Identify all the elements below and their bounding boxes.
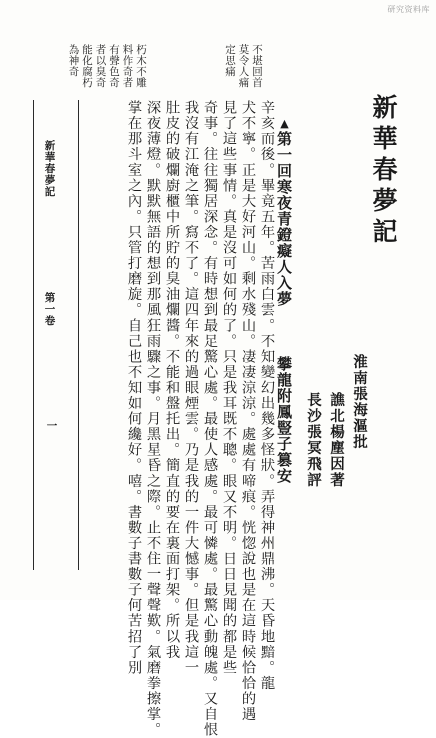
book-title: 新華春夢記	[369, 94, 398, 249]
body-column: 肚皮的破爛廚櫃中所貯的臭油爛醬。不能和盤托出。簡直的要在裏面打架。所以我	[164, 100, 180, 660]
body-column: 奇事。往往獨居深念。有時想到最足驚心處。最使人感處。最可憐處。最驚心動魄處。又自恨	[202, 100, 218, 738]
chapter-title-part2: 攀龍附鳳豎子篡安	[275, 356, 293, 484]
credit-commentator: 淮南張海漚批	[351, 354, 368, 450]
top-note: 者以臭奇	[94, 44, 107, 88]
top-notes-right	[222, 44, 263, 104]
chapter-title-part1: 寒夜青鐙癡人入夢	[275, 179, 293, 307]
credit-reviewer: 長沙張冥飛評	[305, 392, 322, 488]
credit-author: 譙北楊塵因著	[328, 392, 345, 488]
top-note: 莫令人痛	[237, 44, 250, 88]
gutter-rule-right	[78, 100, 79, 570]
gutter-title: 新華春夢記	[43, 140, 56, 198]
top-note: 料作奇者	[121, 44, 134, 88]
gutter-volume: 第一卷	[43, 292, 56, 327]
body-column: 犬不寧。正是大好河山。剩水殘山。凄凄涼涼。處處有啼痕。恍惚說也是在這時候恰恰的遇	[240, 100, 256, 722]
gutter-page-number: 一	[45, 420, 58, 432]
top-note: 不堪回首	[251, 44, 263, 88]
top-notes-left	[65, 44, 146, 104]
top-note: 有聲色奇	[108, 44, 120, 88]
chapter-heading	[276, 117, 291, 307]
gutter-rule-left	[33, 100, 34, 570]
top-note: 為神奇	[67, 44, 80, 77]
top-note: 朽木不雕	[135, 44, 147, 88]
source-watermark: 研究资料库	[387, 5, 430, 14]
chapter-marker-icon: ▲	[278, 117, 291, 131]
chapter-number: 第一回	[275, 131, 293, 179]
body-column: 辛亥而後。畢竟五年。苦雨白雲。不知變幻出幾多怪狀。弄得神州鼎沸。天昏地黯。龍	[259, 100, 275, 691]
body-column: 見了這些事情。真是沒可如何的了。只是我耳既不聰。眼又不明。日日見聞的都是些	[221, 100, 237, 676]
body-column: 掌在那斗室之內。只管打磨旋。自己也不知如何纔好。嘻。書數子書數子何苦招了別	[126, 100, 142, 676]
top-note: 能化腐朽	[81, 44, 93, 88]
body-column: 深夜薄燈。默默無語的想到那風狂雨驟之事。月黑星昏之際。止不住一聲聲歎。氣磨拳擦掌。	[145, 100, 161, 738]
body-column: 我沒有江淹之筆。寫不了。這四年來的過眼煙雲。乃是我的一件大憾事。但是我這一	[183, 100, 199, 676]
top-note: 定思痛	[224, 44, 236, 77]
chapter-subheading	[276, 356, 291, 484]
